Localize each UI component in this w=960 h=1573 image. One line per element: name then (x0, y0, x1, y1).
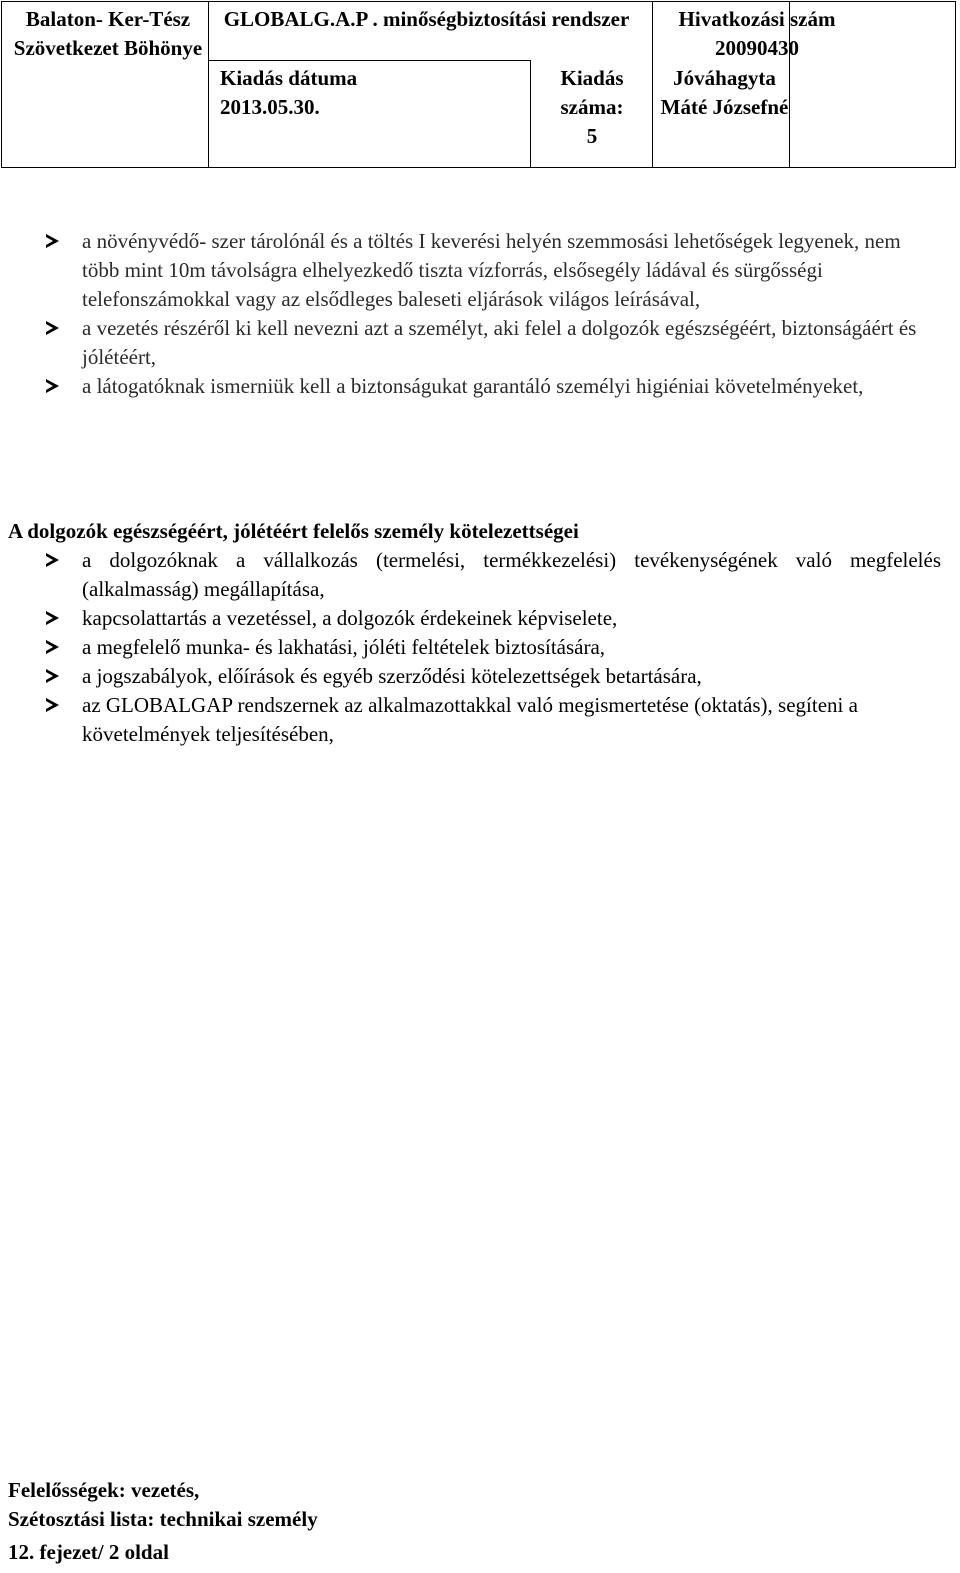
intro-list (46, 227, 941, 401)
organization-name: Balaton- Ker-Tész Szövetkezet Böhönye (13, 7, 203, 60)
list-item: a dolgozóknak a vállalkozás (termelési, termékkezelési) tevékenységének való megfelelés (alkalmasság) megállapítása, (46, 546, 941, 604)
distribution-line: Szétosztási lista: technikai személy (8, 1507, 318, 1531)
reference-label: Hivatkozási szám (678, 7, 836, 31)
section-title: A dolgozók egészségéért, jólétéért felelős személy kötelezettségei (8, 519, 579, 543)
list-item: a megfelelő munka- és lakhatási, jóléti feltételek biztosítására, (46, 633, 941, 662)
bullet-arrow-icon (46, 640, 59, 654)
approval (657, 64, 792, 122)
bullet-arrow-icon (46, 611, 59, 625)
page-number: 12. fejezet/ 2 oldal (8, 1540, 169, 1564)
issue-date-value: 2013.05.30. (220, 95, 320, 119)
list-item: a vezetés részéről ki kell nevezni azt a személyt, aki felel a dolgozók egészségéért, biztonságáért és jólétéért, (46, 314, 941, 372)
reference-number: 20090430 (715, 36, 799, 60)
list-item: a látogatóknak ismerniük kell a biztonságukat garantáló személyi higiéniai követelményeket, (46, 372, 941, 401)
bullet-arrow-icon (46, 698, 59, 712)
obligations-list (46, 546, 941, 749)
approved-label: Jóváhagyta (673, 66, 776, 90)
issue-date (220, 64, 520, 122)
issue-number-label: Kiadás száma: (560, 66, 624, 119)
reference (657, 5, 857, 63)
list-item: kapcsolattartás a vezetéssel, a dolgozók érdekeinek képviselete, (46, 604, 941, 633)
responsibilities-line: Felelősségek: vezetés, (8, 1478, 200, 1502)
header-divider (652, 2, 653, 167)
issue-number (532, 64, 652, 151)
bullet-arrow-icon (46, 234, 59, 248)
list-item: a növényvédő- szer tárolónál és a töltés I keverési helyén szemmosási lehetőségek legyenek, nem több mint 10m távolságra elhelyezkedő tiszta vízforrás, elsősegély ládával és sürgősségi telefonszámokkal vagy az elsődleges baleseti eljárások világos leírásával, (46, 227, 941, 314)
document-header-table (1, 1, 956, 168)
list-item: az GLOBALGAP rendszernek az alkalmazottakkal való megismertetése (oktatás), segíteni a követelmények teljesítésében, (46, 691, 941, 749)
header-divider (208, 2, 209, 167)
header-divider (208, 60, 530, 61)
header-divider (530, 60, 531, 167)
issue-number-value: 5 (586, 124, 598, 148)
system-name: GLOBALG.A.P . minőségbiztosítási rendszer (223, 7, 630, 31)
bullet-arrow-icon (46, 669, 59, 683)
bullet-arrow-icon (46, 553, 59, 567)
approver-name: Máté Józsefné (660, 95, 789, 119)
list-item: a jogszabályok, előírások és egyéb szerződési kötelezettségek betartására, (46, 662, 941, 691)
issue-date-label: Kiadás dátuma (220, 66, 358, 90)
bullet-arrow-icon (46, 321, 59, 335)
bullet-arrow-icon (46, 379, 59, 393)
